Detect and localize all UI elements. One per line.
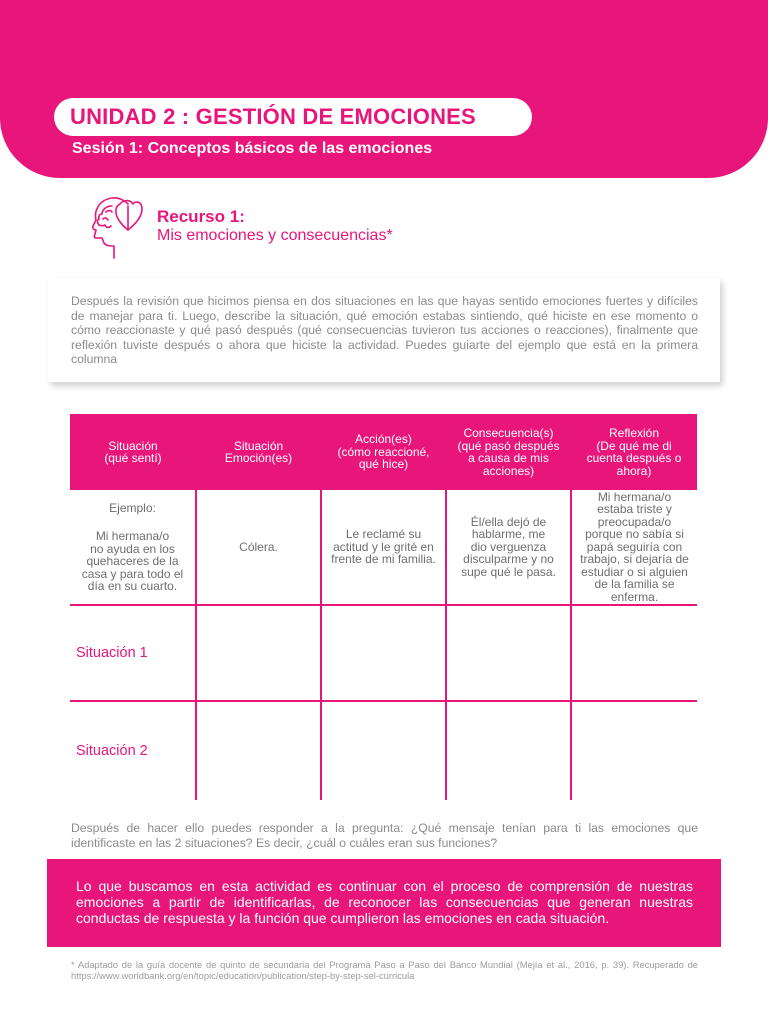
- example-consequence-cell: Él/ella dejó de hablarme, me dio verguenza disculparme y no supe qué le pasa.: [446, 490, 571, 605]
- example-situation-cell: [70, 490, 196, 605]
- instructions-box: [48, 278, 720, 382]
- table-row-situation-2: [70, 701, 697, 800]
- situation-1-consequence-cell[interactable]: [446, 605, 571, 701]
- callout-text: Lo que buscamos en esta actividad es continuar con el proceso de comprensión de nuestras emociones a partir de identificarlas, de reconocer las consecuencias que generan nuestras conductas de respuesta y la función que cumplieron las emociones en cada situación.: [76, 878, 693, 926]
- example-label: Ejemplo:: [109, 500, 156, 515]
- example-action-cell: Le reclamé su actitud y le grité en frente de mi familia.: [321, 490, 446, 605]
- header-action: Acción(es) (cómo reaccioné, qué hice): [321, 414, 446, 490]
- situation-1-action-cell[interactable]: [321, 605, 446, 701]
- situation-2-emotion-cell[interactable]: [196, 701, 321, 800]
- question-text: Después de hacer ello puedes responder a la pregunta: ¿Qué mensaje tenían para ti las emociones que identificaste en las 2 situaciones? Es decir, ¿cuál o cuáles eran sus funciones?: [71, 821, 698, 850]
- header-emotion: Situación Emoción(es): [196, 414, 321, 490]
- session-title: Sesión 1: Conceptos básicos de las emociones: [72, 140, 433, 157]
- header-situation: Situación (qué sentí): [70, 414, 196, 490]
- instructions-text: Después la revisión que hicimos piensa en dos situaciones en las que hayas sentido emociones fuertes y difíciles de manejar para ti. Luego, describe la situación, qué emoción estabas sintiendo, qué hiciste en ese momento o cómo reaccionaste y qué pasó después (qué consecuencias tuvieron tus acciones o reacciones), finalmente que reflexión tuviste después o ahora que hiciste la actividad. Puedes guiarte del ejemplo que está en la primera columna: [71, 294, 698, 367]
- example-emotion-cell: Cólera.: [196, 490, 321, 605]
- example-reflection-cell: Mi hermana/o estaba triste y preocupada/o porque no sabía si papá seguiría con trabajo, si dejaría de estudiar o si alguien de la familia se enferma.: [571, 490, 697, 605]
- situation-1-reflection-cell[interactable]: [571, 605, 697, 701]
- header-reflection: Reflexión (De qué me di cuenta después o ahora): [571, 414, 697, 490]
- head-heart-icon: [70, 190, 144, 262]
- unit-title: UNIDAD 2 : GESTIÓN DE EMOCIONES: [54, 98, 532, 136]
- resource-title: Recurso 1:: [157, 207, 245, 226]
- resource-subtitle: Mis emociones y consecuencias*: [157, 227, 393, 244]
- emotions-table: [70, 414, 697, 800]
- row-label-situation-2: Situación 2: [76, 742, 148, 759]
- table-header-row: [70, 414, 697, 490]
- example-situation: Mi hermana/o no ayuda en los quehaceres de la casa y para todo el día en su cuarto.: [81, 529, 184, 593]
- situation-1-emotion-cell[interactable]: [196, 605, 321, 701]
- situation-2-reflection-cell[interactable]: [571, 701, 697, 800]
- row-label-situation-1: Situación 1: [70, 605, 196, 701]
- table-row-situation-1: [70, 605, 697, 701]
- situation-2-consequence-cell[interactable]: [446, 701, 571, 800]
- situation-2-action-cell[interactable]: [321, 701, 446, 800]
- callout-box: [47, 859, 721, 947]
- footnote: * Adaptado de la guía docente de quinto de secundaria del Programa Paso a Paso del Banco Mundial (Mejía et al., 2016, p. 39). Recuperado de https://www.worldbank.org/en/topic/education/publication/step-by-step-sel-curricula: [71, 959, 698, 982]
- header-consequence: Consecuencia(s) (qué pasó después a causa de mis acciones): [446, 414, 571, 490]
- table-row-example: [70, 490, 697, 605]
